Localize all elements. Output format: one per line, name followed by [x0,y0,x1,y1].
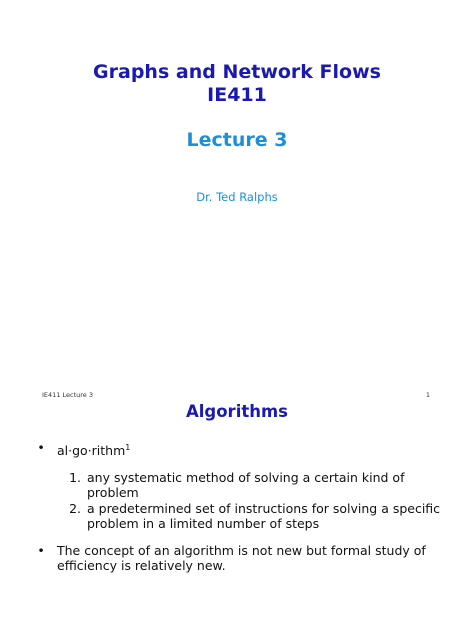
bullet-dot-icon: • [37,440,45,455]
definition-list [57,470,443,531]
item-number: 1. [69,470,81,485]
header-course-label: IE411 Lecture 3 [42,391,93,399]
page-number: 1 [425,391,430,399]
author-name: Dr. Ted Ralphs [196,190,278,204]
slide-heading: Algorithms [185,402,288,421]
bullet-item [33,440,443,531]
term-algorithm: al·go·rithm [57,443,126,458]
bullet-item [33,543,443,573]
definition-text: a predetermined set of instructions for solving a specific problem in a limited number of steps [87,501,441,531]
slide-header [42,391,430,401]
course-code: IE411 [207,84,267,106]
slide-content [33,440,443,573]
lecture-number: Lecture 3 [186,129,288,151]
definition-item [57,470,443,500]
footnote-marker: 1 [125,443,131,452]
bullet-text: The concept of an algorithm is not new but formal study of efficiency is relatively new. [57,543,426,573]
algorithms-slide [0,380,474,632]
definition-item [57,501,443,531]
definition-text: any systematic method of solving a certain kind of problem [87,470,405,500]
presentation-title: Graphs and Network Flows [93,61,381,83]
item-number: 2. [69,501,81,516]
bullet-dot-icon: • [37,543,45,558]
